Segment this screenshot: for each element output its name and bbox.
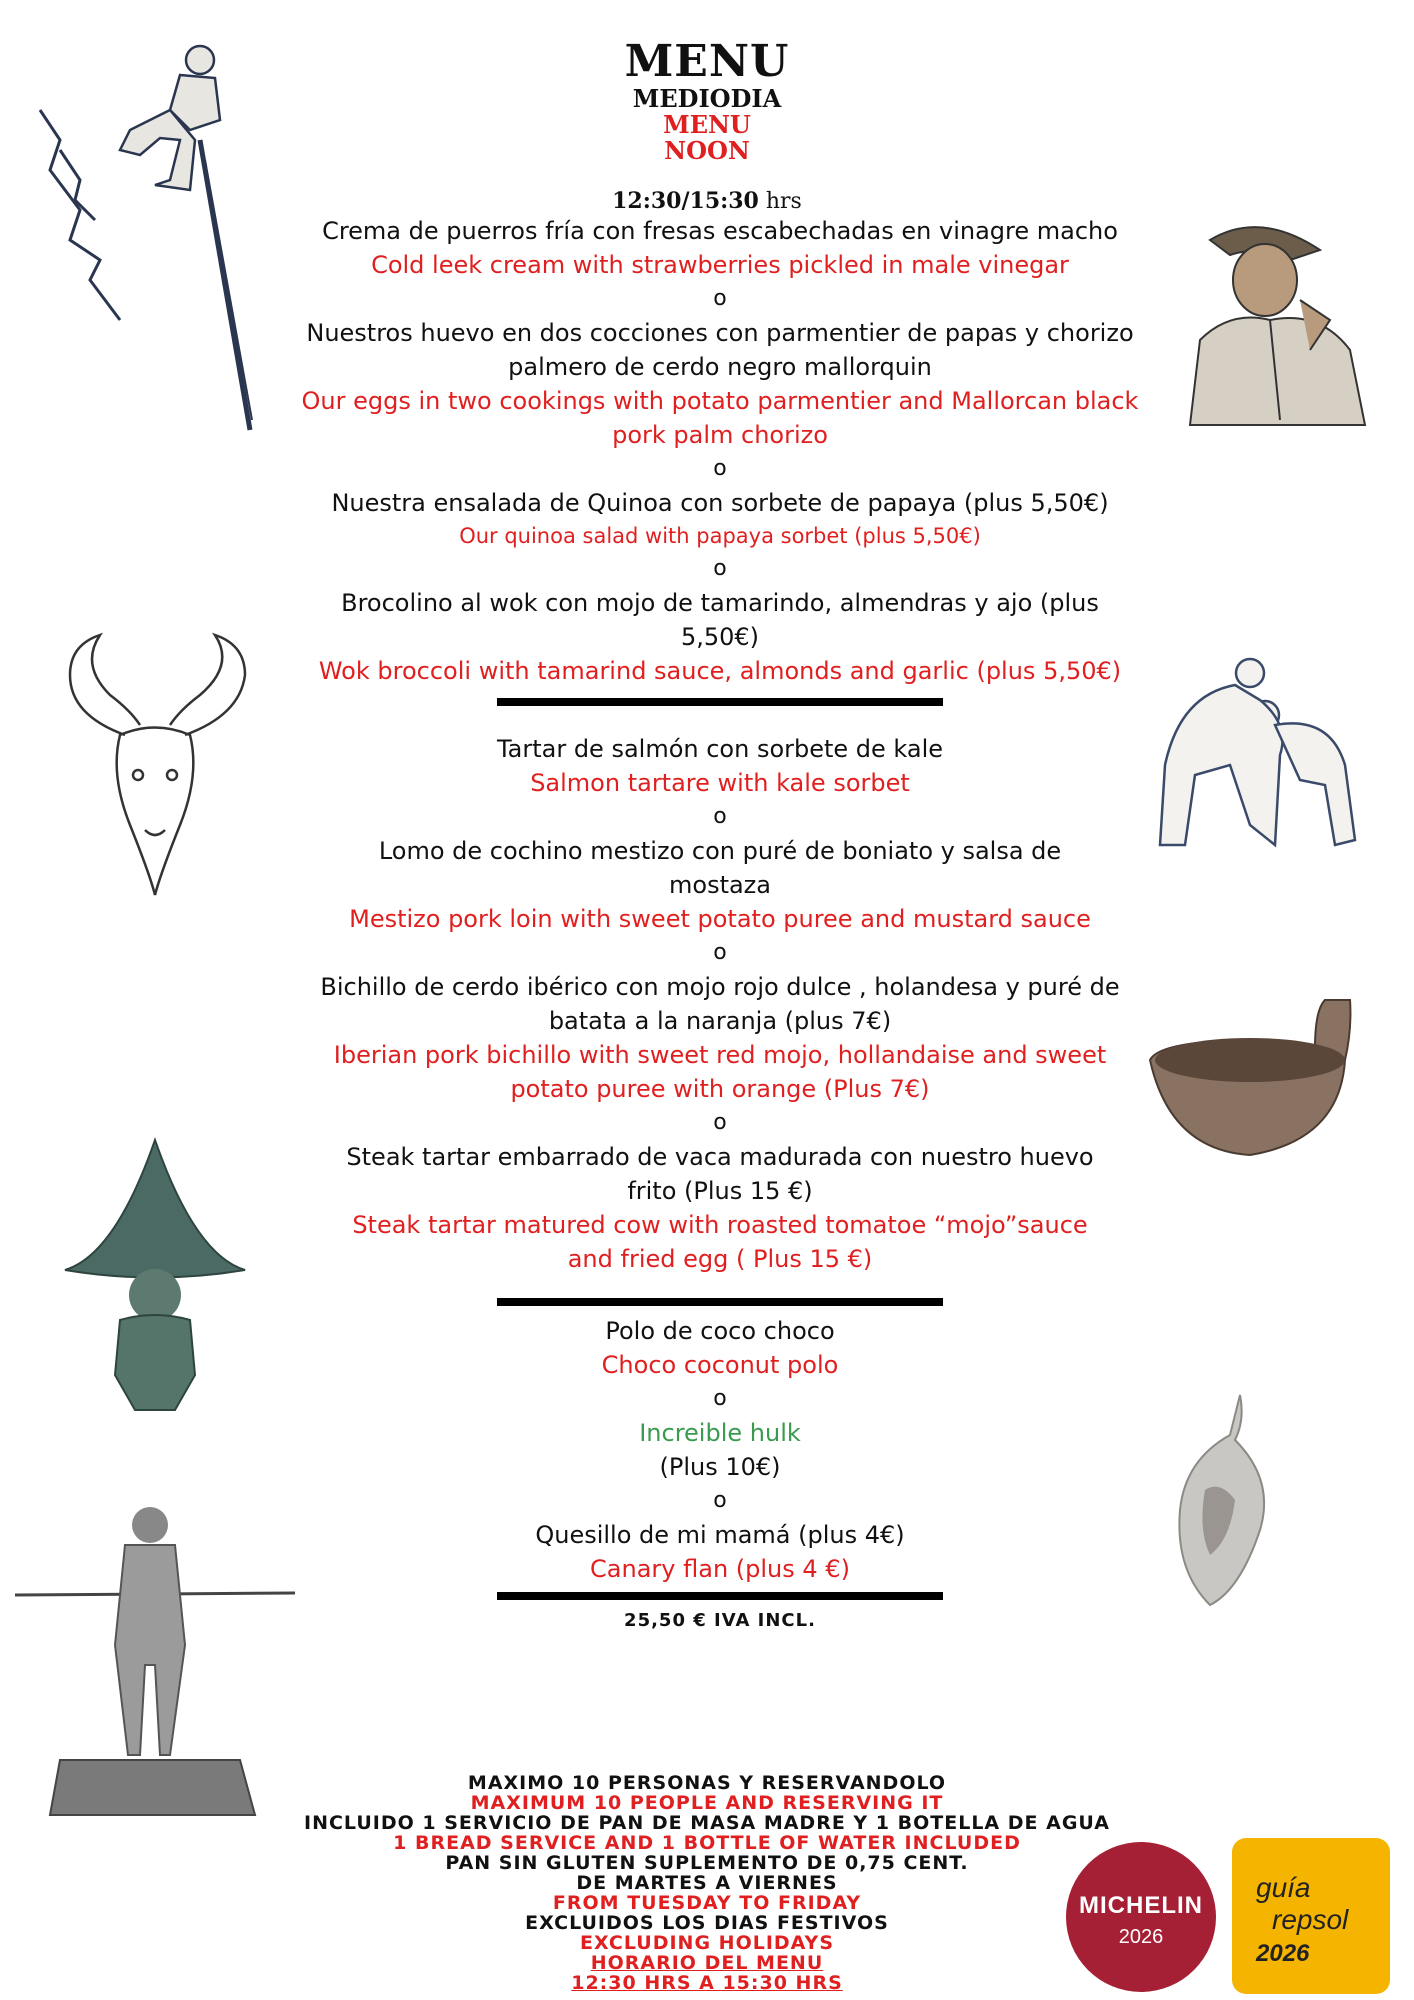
main-2-en: Mestizo pork loin with sweet potato puree and mustard sauce <box>349 905 1091 933</box>
dessert-2-name: Increible hulk <box>639 1419 801 1447</box>
michelin-year: 2026 <box>1118 1926 1164 1948</box>
starter-4-en: Wok broccoli with tamarind sauce, almonds and garlic (plus 5,50€) <box>318 657 1122 685</box>
starter-4-es: Brocolino al wok con mojo de tamarindo, almendras y ajo (plus 5,50€) <box>341 589 1099 651</box>
repsol-word-1: guía <box>1256 1872 1311 1903</box>
section-divider <box>497 698 943 706</box>
or-separator: o <box>713 804 727 829</box>
statue-with-hat-image <box>55 1135 255 1415</box>
hours-time: 12:30/15:30 <box>612 188 759 214</box>
michelin-badge <box>1066 1842 1216 1992</box>
or-separator: o <box>713 940 727 965</box>
mains-section <box>280 732 1160 1276</box>
footer-line: EXCLUIDOS LOS DIAS FESTIVOS <box>525 1912 889 1934</box>
footer-line: 12:30 HRS A 15:30 HRS <box>571 1972 843 1994</box>
menu-title: MENU <box>624 36 790 87</box>
dessert-1-en: Choco coconut polo <box>601 1351 839 1379</box>
main-3-en: Iberian pork bichillo with sweet red mojo, hollandaise and sweet potato puree with orange (Plus 7€) <box>333 1041 1107 1103</box>
footer-line: INCLUIDO 1 SERVICIO DE PAN DE MASA MADRE Y 1 BOTELLA DE AGUA <box>304 1812 1110 1834</box>
starter-3-en: Our quinoa salad with papaya sorbet (plus 5,50€) <box>459 524 981 548</box>
starter-3-es: Nuestra ensalada de Quinoa con sorbete de papaya (plus 5,50€) <box>331 489 1109 517</box>
or-separator: o <box>713 556 727 581</box>
wrestlers-illustration <box>1140 655 1390 855</box>
repsol-badge <box>1232 1838 1390 1994</box>
or-separator: o <box>713 1488 727 1513</box>
starter-1-en: Cold leek cream with strawberries pickled in male vinegar <box>371 251 1069 279</box>
man-whistling-illustration <box>1170 210 1370 430</box>
warrior-statue-image <box>10 1495 300 1820</box>
main-4-es: Steak tartar embarrado de vaca madurada con nuestro huevo frito (Plus 15 €) <box>346 1143 1094 1205</box>
main-1-es: Tartar de salmón con sorbete de kale <box>496 735 944 763</box>
footer-line: FROM TUESDAY TO FRIDAY <box>552 1892 862 1914</box>
dessert-3-es: Quesillo de mi mamá (plus 4€) <box>535 1521 905 1549</box>
footer-line: EXCLUDING HOLIDAYS <box>579 1932 835 1954</box>
footer-line: MAXIMUM 10 PEOPLE AND RESERVING IT <box>470 1792 944 1814</box>
starters-section <box>280 214 1160 688</box>
repsol-year: 2026 <box>1256 1940 1310 1967</box>
dessert-1-es: Polo de coco choco <box>605 1317 835 1345</box>
clay-pot-image <box>1140 990 1390 1165</box>
michelin-name: MICHELIN <box>1079 1892 1203 1919</box>
footer-line: PAN SIN GLUTEN SUPLEMENTO DE 0,75 CENT. <box>445 1852 969 1874</box>
menu-title-en: MENU <box>663 110 751 139</box>
or-separator: o <box>713 1386 727 1411</box>
main-3-es: Bichillo de cerdo ibérico con mojo rojo dulce , holandesa y puré de batata a la naranja (plus 7€) <box>320 973 1120 1035</box>
footer-line: DE MARTES A VIERNES <box>576 1872 838 1894</box>
hours-unit: hrs <box>765 189 802 214</box>
menu-subtitle-es: MEDIODIA <box>632 84 782 113</box>
main-1-en: Salmon tartare with kale sorbet <box>530 769 910 797</box>
or-separator: o <box>713 1110 727 1135</box>
dessert-2-price: (Plus 10€) <box>659 1453 781 1481</box>
desserts-section <box>280 1314 1160 1586</box>
starter-1-es: Crema de puerros fría con fresas escabechadas en vinagre macho <box>322 217 1118 245</box>
menu-content <box>280 214 1160 1631</box>
pole-vaulter-illustration <box>20 20 300 440</box>
starter-2-en: Our eggs in two cookings with potato parmentier and Mallorcan black pork palm chorizo <box>301 387 1139 449</box>
main-2-es: Lomo de cochino mestizo con puré de boniato y salsa de mostaza <box>378 837 1062 899</box>
footer-line: HORARIO DEL MENU <box>590 1952 824 1974</box>
section-divider <box>497 1298 943 1306</box>
starter-2-es: Nuestros huevo en dos cocciones con parmentier de papas y chorizo palmero de cerdo negro mallorquin <box>306 319 1134 381</box>
footer-line: 1 BREAD SERVICE AND 1 BOTTLE OF WATER INCLUDED <box>393 1832 1021 1854</box>
or-separator: o <box>713 286 727 311</box>
repsol-word-2: repsol <box>1272 1904 1349 1935</box>
dessert-3-en: Canary flan (plus 4 €) <box>590 1555 850 1583</box>
menu-subtitle-en: NOON <box>664 136 750 165</box>
section-divider <box>497 1592 943 1600</box>
goat-head-illustration <box>50 625 260 900</box>
stone-idol-image <box>1160 1390 1280 1610</box>
or-separator: o <box>713 456 727 481</box>
footer-line: MAXIMO 10 PERSONAS Y RESERVANDOLO <box>467 1772 947 1794</box>
main-4-en: Steak tartar matured cow with roasted tomatoe “mojo”sauce and fried egg ( Plus 15 €) <box>352 1211 1088 1273</box>
menu-price: 25,50 € IVA INCL. <box>624 1610 816 1631</box>
